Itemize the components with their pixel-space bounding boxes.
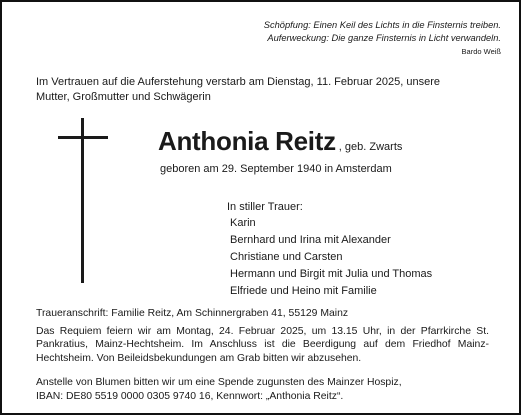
cross-vertical-bar: [81, 118, 84, 283]
mourner-item: Karin: [230, 217, 256, 229]
requiem-info: Das Requiem feiern wir am Montag, 24. Februar 2025, um 13.15 Uhr, in der Pfarrkirche St. Pankratius, Mainz-Hechtsheim. Im Anschluss ist die Beerdigung auf dem Friedhof Mainz-Hechtsheim. Von Beileidsbekundungen am Grab bitten wir abzusehen.: [36, 326, 489, 364]
deceased-name-line: [158, 126, 402, 162]
deceased-name: Anthonia Reitz: [158, 126, 336, 156]
mourner-item: Bernhard und Irina mit Alexander: [230, 234, 391, 246]
funeral-address: Traueranschrift: Familie Reitz, Am Schinnergraben 41, 55129 Mainz: [36, 308, 349, 319]
donation-line-2: IBAN: DE80 5519 0000 0305 9740 16, Kennwort: „Anthonia Reitz“.: [36, 391, 344, 402]
intro-line-2: Mutter, Großmutter und Schwägerin: [36, 91, 211, 103]
birth-info: geboren am 29. September 1940 in Amsterdam: [160, 163, 392, 175]
intro-line-1: Im Vertrauen auf die Auferstehung verstarb am Dienstag, 11. Februar 2025, unsere: [36, 76, 440, 88]
mourner-item: Hermann und Birgit mit Julia und Thomas: [230, 268, 433, 280]
quote-author: Bardo Weiß: [461, 47, 501, 56]
quote-line-2: Auferweckung: Die ganze Finsternis in Licht verwandeln.: [267, 33, 501, 43]
cross-horizontal-bar: [58, 136, 108, 139]
mourners-heading: In stiller Trauer:: [227, 201, 303, 213]
donation-line-1: Anstelle von Blumen bitten wir um eine Spende zugunsten des Mainzer Hospiz,: [36, 377, 402, 388]
latin-cross-icon: [58, 118, 108, 283]
mourner-item: Elfriede und Heino mit Familie: [230, 285, 377, 297]
mourner-item: Christiane und Carsten: [230, 251, 343, 263]
maiden-name: , geb. Zwarts: [338, 141, 403, 153]
quote-line-1: Schöpfung: Einen Keil des Lichts in die Finsternis treiben.: [263, 20, 501, 30]
